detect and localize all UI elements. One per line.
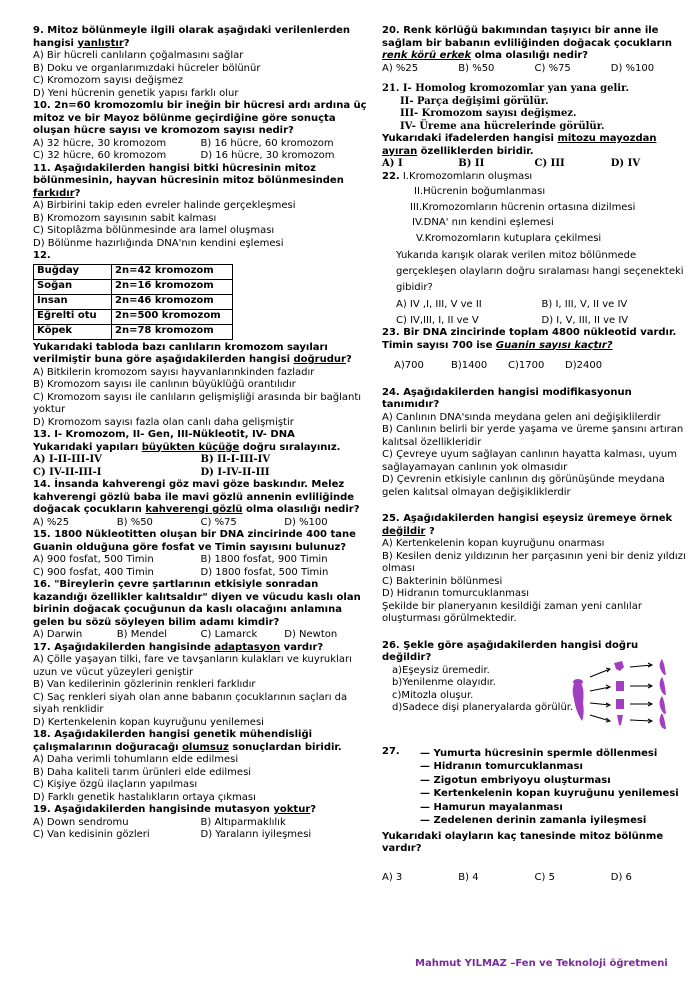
question-16-text: 16. "Bireylerin çevre şartlarının etkisiyle sonradan kazandığı özellikler kalıtsaldır" diyen ve vücudu kaslı olan birinin doğacak çocuğunun da kaslı olacağını anlamına gelen bu sözü söyleyen bilim adamı kimdir? xyxy=(33,579,361,628)
q9-option-b[interactable]: B) Doku ve organlarımızdaki hücreler bölünür xyxy=(33,62,261,74)
q25-option-d[interactable]: D) Hidranın tomurcuklanması xyxy=(382,588,530,599)
question-27: 27. — Yumurta hücresinin spermle döllenmesi — Hidranın tomurcuklanması — Zigotun embriyoyu oluşturması — Kertenkelenin kopan kuyruğunu yenilemesi — Hamurun mayalanması — Zedelenen derinin zamanla iyileşmesi Yukarıdaki olayların kaç tanesinde mitoz bölünme vardır? A) 3 B) 4 C) 5 D) 6 xyxy=(382,746,687,885)
q21-option-b[interactable]: B) II xyxy=(458,158,485,169)
q19-option-c[interactable]: C) Van kedisinin gözleri xyxy=(33,829,150,840)
question-22-number: 22. xyxy=(382,170,400,182)
question-25-text: 25. Aşağıdakilerden hangisi eşeysiz üremeye örnek xyxy=(382,513,673,524)
question-19 xyxy=(33,804,368,842)
q10-option-a[interactable]: A) 32 hücre, 30 kromozom xyxy=(33,137,167,149)
q18-option-b[interactable]: B) Daha kaliteli tarım ürünleri elde edilmesi xyxy=(33,766,252,778)
question-9-mark: ? xyxy=(123,37,130,49)
question-25-mark: ? xyxy=(425,525,435,537)
question-13-line1: 13. I- Kromozom, II- Gen, III-Nükleotit, IV- DNA xyxy=(33,429,295,440)
q22-item: I.Kromozomların oluşması xyxy=(402,170,533,182)
table-cell-organism: Soğan xyxy=(34,279,112,294)
q18-option-d[interactable]: D) Farklı genetik hastalıkların ortaya çıkması xyxy=(33,791,256,803)
q20-option-c[interactable]: C) %75 xyxy=(534,62,571,74)
q27-item: Zigotun embriyoyu oluşturması xyxy=(433,774,611,786)
right-column xyxy=(382,25,687,885)
arrow-icon xyxy=(590,668,610,722)
author-footer: Mahmut YILMAZ –Fen ve Teknoloji öğretmeni xyxy=(415,958,668,969)
question-25-emphasis: değildir xyxy=(382,525,426,537)
table-cell-count: 2n=42 kromozom xyxy=(112,264,233,279)
question-25 xyxy=(382,513,687,626)
question-11 xyxy=(33,163,368,251)
question-18 xyxy=(33,729,368,804)
question-26-text: 26. Şekle göre aşağıdakilerden hangisi doğru değildir? xyxy=(382,639,639,663)
q22-option-c[interactable]: C) IV,III, I, II ve V xyxy=(396,314,479,326)
planaria-regeneration-figure xyxy=(562,659,692,729)
question-12 xyxy=(33,250,368,429)
q12-option-d[interactable]: D) Kromozom sayısı fazla olan canlı daha gelişmiştir xyxy=(33,416,294,428)
q14-option-d[interactable]: D) %100 xyxy=(284,516,328,528)
question-17-text: 17. Aşağıdakilerden hangisinde xyxy=(33,641,215,653)
q12-option-a[interactable]: A) Bitkilerin kromozom sayısı hayvanlarınkinden fazladır xyxy=(33,366,315,378)
q16-option-a[interactable]: A) Darwin xyxy=(33,629,83,640)
q14-option-c[interactable]: C) %75 xyxy=(200,516,237,528)
q24-option-b[interactable]: B) Canlının belirli bir yerde yaşama ve üreme şansını artıran kalıtsal özellikleridir xyxy=(382,424,684,448)
q21-item: II- Parça değişimi görülür. xyxy=(400,95,549,107)
question-12-text: Yukarıdaki tabloda bazı canlıların kromozom sayıları verilmiştir buna göre aşağıdakilerden hangisi xyxy=(33,341,328,365)
question-18-tail: sonuçlardan biridir. xyxy=(228,741,342,753)
question-22-text: Yukarıda karışık olarak verilen mitoz bölünmede gerçekleşen olayların doğru sıralaması hangi seçenekteki gibidir? xyxy=(396,250,684,293)
q24-option-d[interactable]: D) Çevrenin etkisiyle canlının dış görünüşünde meydana gelen kalıtsal olmayan değişikliklerdir xyxy=(382,474,665,498)
q14-option-a[interactable]: A) %25 xyxy=(33,516,70,528)
q22-item: III.Kromozomların hücrenin ortasına dizilmesi xyxy=(410,201,636,213)
q27-item: Kertenkelenin kopan kuyruğunu yenilemesi xyxy=(433,788,679,799)
question-14-tail: olma olasılığı nedir? xyxy=(242,504,360,515)
table-row xyxy=(34,324,233,339)
q15-option-a[interactable]: A) 900 fosfat, 500 Timin xyxy=(33,554,154,565)
q20-option-a[interactable]: A) %25 xyxy=(382,62,419,74)
q17-option-a[interactable]: A) Çölle yaşayan tilki, fare ve tavşanların kulakları ve kuyrukları uzun ve vücut yüzeyleri geniştir xyxy=(33,654,352,678)
q25-option-a[interactable]: A) Kertenkelenin kopan kuyruğunu onarması xyxy=(382,538,605,549)
q12-option-b[interactable]: B) Kromozom sayısı ile canlının büyüklüğü orantılıdır xyxy=(33,379,296,390)
question-9-emphasis: yanlıştır xyxy=(77,37,124,49)
q26-option-c[interactable]: c)Mitozla oluşur. xyxy=(392,689,474,701)
table-row xyxy=(34,294,233,309)
q23-option-d[interactable]: D)2400 xyxy=(565,360,603,371)
table-cell-organism: Eğrelti otu xyxy=(34,309,112,324)
table-cell-count: 2n=500 kromozom xyxy=(112,309,233,324)
question-21-emphasis: mitozu mayozdan ayıran xyxy=(382,133,657,157)
question-23 xyxy=(382,327,687,373)
q25-option-b[interactable]: B) Kesilen deniz yıldızının her parçasının yeni bir deniz yıldızı olması xyxy=(382,550,686,574)
question-19-mark: ? xyxy=(310,804,317,815)
question-12-number: 12. xyxy=(33,250,51,261)
q23-option-c[interactable]: C)1700 xyxy=(508,360,545,371)
q11-option-b[interactable]: B) Kromozom sayısının sabit kalması xyxy=(33,212,217,224)
question-19-text: 19. Aşağıdakilerden hangisinde mutasyon xyxy=(33,804,274,815)
q11-option-c[interactable]: C) Sitoplâzma bölünmesinde ara lamel oluşması xyxy=(33,225,275,236)
q20-option-b[interactable]: B) %50 xyxy=(458,62,495,74)
q11-option-d[interactable]: D) Bölünme hazırlığında DNA'nın kendini eşlemesi xyxy=(33,237,284,249)
q27-item: Zedelenen derinin zamanla iyileşmesi xyxy=(433,815,647,826)
question-13-text: Yukarıdaki yapıları xyxy=(33,441,142,453)
question-9 xyxy=(33,25,368,100)
question-17 xyxy=(33,642,368,730)
question-12-emphasis: doğrudur xyxy=(293,354,346,365)
question-13-tail: doğru sıralayınız. xyxy=(239,441,341,453)
question-11-emphasis: farkıdır xyxy=(33,187,75,199)
question-26 xyxy=(382,640,687,745)
q20-option-d[interactable]: D) %100 xyxy=(610,62,655,74)
q10-option-d[interactable]: D) 16 hücre, 30 kromozom xyxy=(200,150,335,161)
question-22 xyxy=(382,171,687,328)
q10-option-c[interactable]: C) 32 hücre, 60 kromozom xyxy=(33,150,167,161)
question-21-end: özelliklerden biridir. xyxy=(417,145,534,157)
q15-option-b[interactable]: B) 1800 fosfat, 900 Timin xyxy=(200,554,328,565)
q25-option-c[interactable]: C) Bakterinin bölünmesi xyxy=(382,575,503,587)
q27-option-c[interactable]: C) 5 xyxy=(534,871,555,883)
table-cell-count: 2n=78 kromozom xyxy=(112,324,233,339)
q11-option-a[interactable]: A) Birbirini takip eden evreler halinde gerçekleşmesi xyxy=(33,200,296,211)
question-12-mark: ? xyxy=(345,354,352,365)
question-21-text: 21. I- Homolog kromozomlar yan yana gelir. xyxy=(382,83,629,94)
q10-option-b[interactable]: B) 16 hücre, 60 kromozom xyxy=(200,137,334,149)
planaria-icon xyxy=(660,659,666,729)
question-27-number: 27. xyxy=(382,745,400,757)
question-21-tail: Yukarıdaki ifadelerden hangisi xyxy=(382,133,558,144)
q19-option-d[interactable]: D) Yaraların iyileşmesi xyxy=(200,829,312,840)
q9-option-a[interactable]: A) Bir hücreli canlıların çoğalmasını sağlar xyxy=(33,50,244,61)
q13-option-b[interactable]: B) II-I-III-IV xyxy=(200,454,271,465)
q16-option-c[interactable]: C) Lamarck xyxy=(200,629,258,640)
q16-option-b[interactable]: B) Mendel xyxy=(116,629,168,640)
q9-option-d[interactable]: D) Yeni hücrenin genetik yapısı farklı olur xyxy=(33,87,239,99)
q26-option-a[interactable]: a)Eşeysiz üremedir. xyxy=(392,664,490,676)
q17-option-d[interactable]: D) Kertenkelenin kopan kuyruğunu yenilemesi xyxy=(33,716,264,728)
q22-item: II.Hücrenin boğumlanması xyxy=(414,186,546,197)
q27-option-d[interactable]: D) 6 xyxy=(610,871,632,883)
q19-option-a[interactable]: A) Down sendromu xyxy=(33,816,129,828)
q21-item: III- Kromozom sayısı değişmez. xyxy=(400,108,577,119)
q27-item: Yumurta hücresinin spermle döllenmesi xyxy=(433,747,658,759)
q13-option-d[interactable]: D) I-IV-II-III xyxy=(200,466,270,478)
q27-option-a[interactable]: A) 3 xyxy=(382,871,403,883)
q13-option-a[interactable]: A) I-II-III-IV xyxy=(33,454,102,465)
question-20-tail: olma olasılığı nedir? xyxy=(471,50,589,61)
q22-option-a[interactable]: A) IV ,I, III, V ve II xyxy=(396,299,482,310)
question-18-emphasis: olumsuz xyxy=(182,741,229,753)
question-13-emphasis: büyükten küçüğe xyxy=(141,441,240,453)
q21-option-a[interactable]: A) I xyxy=(382,158,403,169)
q24-option-c[interactable]: C) Çevreye uyum sağlayan canlının hayatta kalması, uyum sağlayamayan canlının yok olmasıdır xyxy=(382,449,677,473)
planaria-icon xyxy=(573,679,584,721)
question-23-text: 23. Bir DNA zincirinde toplam 4800 nükleotid vardır. Timin sayısı 700 ise xyxy=(382,327,677,351)
q22-option-b[interactable]: B) I, III, V, II ve IV xyxy=(541,299,628,310)
q27-option-b[interactable]: B) 4 xyxy=(458,871,479,883)
q9-option-c[interactable]: C) Kromozom sayısı değişmez xyxy=(33,75,183,86)
table-row xyxy=(34,264,233,279)
q26-option-b[interactable]: b)Yenilenme olayıdır. xyxy=(392,677,496,688)
question-13 xyxy=(33,429,368,479)
chromosome-table xyxy=(33,264,233,340)
planaria-fragments-icon xyxy=(614,661,624,725)
question-10 xyxy=(33,100,368,163)
table-cell-organism: Köpek xyxy=(34,324,112,339)
question-23-emphasis: Guanin sayısı kaçtır? xyxy=(495,339,613,351)
question-14-emphasis: kahverengi gözlü xyxy=(145,504,243,515)
q21-option-d[interactable]: D) IV xyxy=(610,158,641,169)
question-17-tail: vardır? xyxy=(280,641,324,653)
q14-option-b[interactable]: B) %50 xyxy=(116,516,153,528)
left-column xyxy=(33,25,368,842)
q22-option-d[interactable]: D) I, V, III, II ve IV xyxy=(541,314,629,326)
q17-option-c[interactable]: C) Saç renkleri siyah olan anne babanın çocuklarının saçları da siyah renklidir xyxy=(33,691,348,715)
question-16 xyxy=(33,579,368,642)
q15-option-d[interactable]: D) 1800 fosfat, 500 Timin xyxy=(200,566,329,578)
question-17-emphasis: adaptasyon xyxy=(214,641,281,653)
q18-option-a[interactable]: A) Daha verimli tohumların elde edilmesi xyxy=(33,754,239,765)
q17-option-b[interactable]: B) Van kedilerinin gözlerinin renkleri farklıdır xyxy=(33,679,256,690)
question-21 xyxy=(382,83,687,171)
q16-option-d[interactable]: D) Newton xyxy=(284,629,338,640)
table-cell-count: 2n=46 kromozom xyxy=(112,294,233,309)
question-10-text: 10. 2n=60 kromozomlu bir ineğin bir hücresi ardı ardına üç mitoz ve bir Mayoz bölünme geçirdiğine göre sonuçta oluşan hücre sayısı ve kromozom sayısı nedir? xyxy=(33,100,367,136)
question-15 xyxy=(33,529,368,579)
arrow-icon xyxy=(630,663,652,723)
q19-option-b[interactable]: B) Altıparmaklılık xyxy=(200,816,286,828)
q21-option-c[interactable]: C) III xyxy=(534,158,565,169)
question-11-mark: ? xyxy=(74,187,81,199)
q18-option-c[interactable]: C) Kişiye özgü ilaçların yapılması xyxy=(33,779,198,790)
table-cell-organism: İnsan xyxy=(34,294,112,309)
table-cell-count: 2n=16 kromozom xyxy=(112,279,233,294)
question-20-text: 20. Renk körlüğü bakımından taşıyıcı bir anne ile sağlam bir babanın evliliğinden doğacak çocukların xyxy=(382,25,673,49)
question-24-text: 24. Aşağıdakilerden hangisi modifikasyonun tanımıdır? xyxy=(382,386,632,410)
question-11-text: 11. Aşağıdakilerden hangisi bitki hücresinin mitoz bölünmesinin, hayvan hücresinin mitoz bölünmesinden xyxy=(33,162,344,186)
q25-note: Şekilde bir planeryanın kesildiği zaman yeni canlılar oluşturması görülmektedir. xyxy=(382,600,642,624)
q26-option-d[interactable]: d)Sadece dişi planeryalarda görülür. xyxy=(392,702,574,713)
table-row xyxy=(34,309,233,324)
q21-item: IV- Üreme ana hücrelerinde görülür. xyxy=(400,120,605,132)
question-20-emphasis: renk körü erkek xyxy=(382,50,472,61)
table-row xyxy=(34,279,233,294)
question-20 xyxy=(382,25,687,75)
question-24 xyxy=(382,387,687,500)
question-18-text: 18. Aşağıdakilerden hangisi genetik mühendisliği çalışmalarının doğuracağı xyxy=(33,729,313,753)
question-15-text: 15. 1800 Nükleotitten oluşan bir DNA zincirinde 400 tane Guanin olduğuna göre fosfat ve Timin sayısını bulunuz? xyxy=(33,529,356,553)
table-cell-organism: Buğday xyxy=(34,264,112,279)
q24-option-a[interactable]: A) Canlının DNA'sında meydana gelen ani değişiklilerdir xyxy=(382,411,661,423)
q27-item: Hamurun mayalanması xyxy=(433,801,563,813)
question-14-text: 14. İnsanda kahverengi göz mavi göze baskındır. Melez kahverengi gözlü baba ile mavi gözlü annenin evliliğinde doğacak çocukların xyxy=(33,479,355,515)
q13-option-c[interactable]: C) IV-II-III-I xyxy=(33,466,102,478)
q27-item: Hidranın tomurcuklanması xyxy=(433,761,583,772)
question-19-emphasis: yoktur xyxy=(273,804,311,815)
q22-item: V.Kromozomların kutuplara çekilmesi xyxy=(416,232,602,244)
q15-option-c[interactable]: C) 900 fosfat, 400 Timin xyxy=(33,566,154,578)
question-27-text: Yukarıdaki olayların kaç tanesinde mitoz bölünme vardır? xyxy=(382,830,664,854)
question-9-text: 9. Mitoz bölünmeyle ilgili olarak aşağıdaki verilenlerden hangisi xyxy=(33,25,351,49)
question-14 xyxy=(33,479,368,529)
q22-item: IV.DNA' nın kendini eşlemesi xyxy=(412,217,554,228)
q12-option-c[interactable]: C) Kromozom sayısı ile canlıların gelişmişliği arasında bir bağlantı yoktur xyxy=(33,391,362,415)
q23-option-a[interactable]: A)700 xyxy=(394,360,424,371)
q23-option-b[interactable]: B)1400 xyxy=(451,360,488,371)
